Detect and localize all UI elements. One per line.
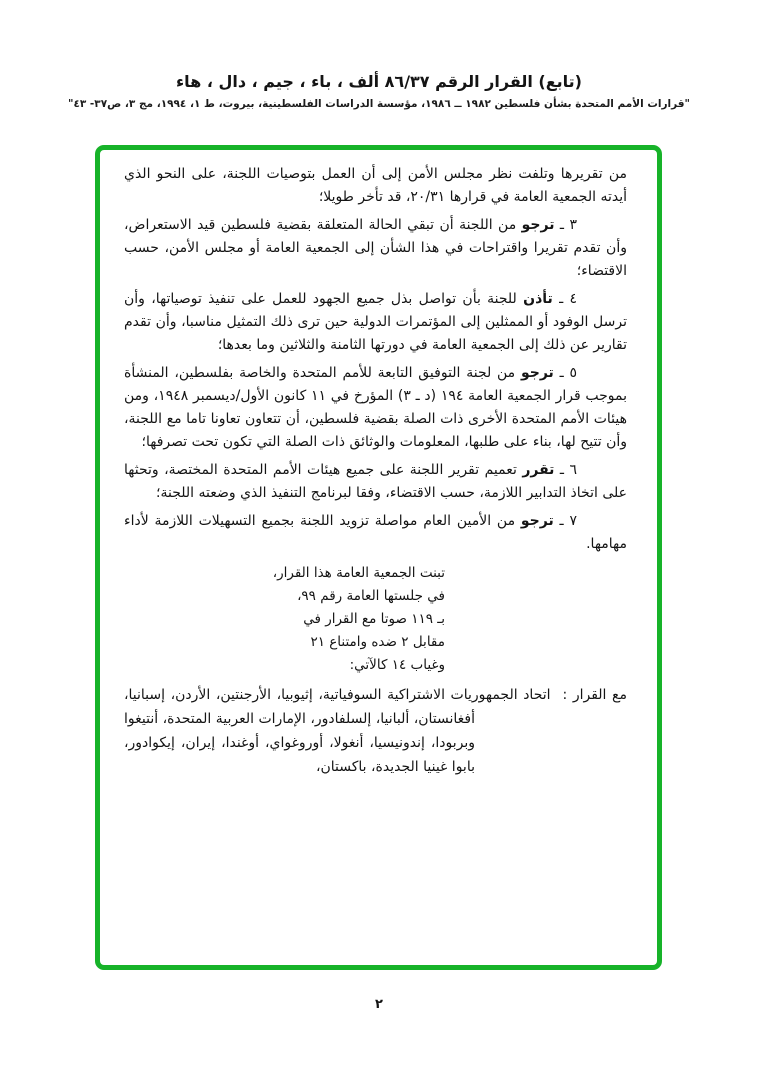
paragraph-number: ٣ ـ — [554, 217, 577, 233]
paragraph-keyword: تقرر — [522, 462, 555, 478]
paragraph-text: تعميم تقرير اللجنة على جميع هيئات الأمم المتحدة المختصة، وتحثها على اتخاذ التدابير اللازمة، حسب الاقتضاء، وفقا لبرنامج التنفيذ الذي وضعته اللجنة؛ — [124, 462, 627, 501]
vote-line: تبنت الجمعية العامة هذا القرار، — [272, 565, 445, 581]
paragraph-number: ٤ ـ — [552, 291, 577, 307]
paragraph-3 — [124, 214, 627, 283]
paragraph-keyword: ترجو — [521, 217, 555, 233]
in-favour-country-list — [124, 683, 627, 779]
paragraph-4 — [124, 288, 627, 357]
paragraph-number: ٥ ـ — [553, 365, 577, 381]
paragraph-text: من تقريرها وتلفت نظر مجلس الأمن إلى أن العمل بتوصيات اللجنة، على النحو الذي أيدته الجمعية العامة في قرارها ٢٠/٣١، قد تأخر طويلا؛ — [124, 166, 627, 205]
paragraph-keyword: تأذن — [523, 291, 553, 307]
paragraph-keyword: ترجو — [520, 513, 554, 529]
vote-line: مقابل ٢ ضده وامتناع ٢١ — [310, 634, 445, 650]
highlight-border-box — [95, 145, 662, 970]
paragraph-text: من اللجنة أن تبقي الحالة المتعلقة بقضية فلسطين قيد الاستعراض، وأن تقدم تقريرا واقتراحات في هذا الشأن إلى الجمعية العامة أو مجلس الأمن، حسب الاقتضاء؛ — [124, 217, 627, 279]
paragraph-7 — [124, 510, 627, 556]
in-favour-label: مع القرار : — [562, 687, 627, 703]
page-header — [0, 72, 758, 110]
vote-line: وغياب ١٤ كالآتي: — [349, 657, 445, 673]
resolution-text — [100, 150, 657, 779]
page-number: ٢ — [375, 997, 383, 1012]
paragraph-number: ٧ ـ — [553, 513, 577, 529]
paragraph-text: من لجنة التوفيق التابعة للأمم المتحدة والخاصة بفلسطين، المنشأة بموجب قرار الجمعية العامة ١٩٤ (د ـ ٣) المؤرخ في ١١ كانون الأول/ديسمبر ١٩٤٨، ومن هيئات الأمم المتحدة الأخرى ذات الصلة بقضية فلسطين، أن تتعاون تعاونا تاما مع اللجنة، وأن تتيح لها، بناء على طلبها، المعلومات والوثائق ذات الصلة التي تكون تحت تصرفها؛ — [124, 365, 627, 450]
vote-line: بـ ١١٩ صوتا مع القرار في — [303, 611, 445, 627]
paragraph-number: ٦ ـ — [554, 462, 577, 478]
country-names: اتحاد الجمهوريات الاشتراكية السوفياتية، إثيوبيا، الأرجنتين، الأردن، إسبانيا، أفغانستان، ألبانيا، إلسلفادور، الإمارات العربية المتحدة، أنتيغوا وبربودا، إندونيسيا، أنغولا، أوروغواي، أوغندا، إيران، إيكوادور، بابوا غينيا الجديدة، باكستان، — [124, 687, 551, 775]
paragraph-text: للجنة بأن تواصل بذل جميع الجهود للعمل على تنفيذ توصياتها، وأن ترسل الوفود أو الممثلين إلى المؤتمرات الدولية حين ترى ذلك التمثيل مناسبا، وأن تقدم تقارير عن ذلك إلى الجمعية العامة في دورتها الثامنة والثلاثين وما بعدها؛ — [124, 291, 627, 353]
paragraph-keyword: ترجو — [520, 365, 554, 381]
vote-line: في جلستها العامة رقم ٩٩، — [297, 588, 445, 604]
paragraph-text: من الأمين العام مواصلة تزويد اللجنة بجميع التسهيلات اللازمة لأداء مهامها. — [124, 513, 627, 552]
resolution-title: (تابع) القرار الرقم ٨٦/٣٧ ألف ، باء ، جيم ، دال ، هاء — [176, 72, 582, 91]
paragraph-continuation — [124, 163, 627, 209]
source-citation: "قرارات الأمم المتحدة بشأن فلسطين ١٩٨٢ ــ ١٩٨٦، مؤسسة الدراسات الفلسطينية، بيروت، ط ١، ١٩٩٤، مج ٣، ص٣٧- ٤٣" — [67, 98, 691, 110]
voting-record-block — [153, 562, 445, 677]
paragraph-5 — [124, 362, 627, 454]
paragraph-6 — [124, 459, 627, 505]
